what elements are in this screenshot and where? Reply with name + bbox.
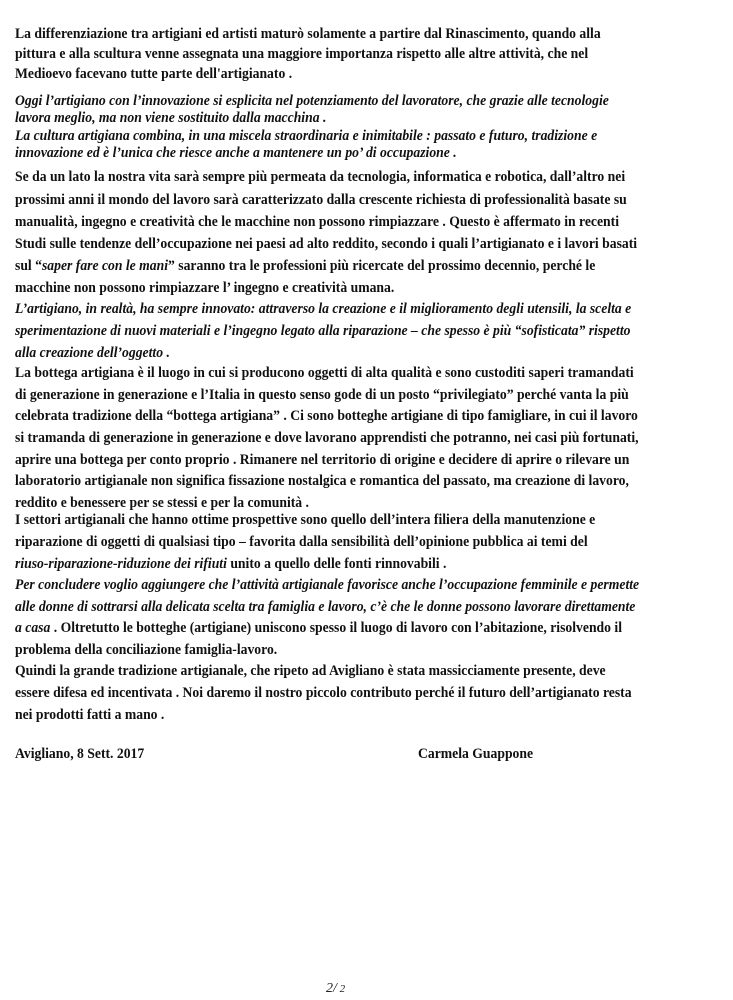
p2-line-1: Oggi l’artigiano con l’innovazione si esplicita nel potenziamento del lavoratore, che grazie alle tecnologie	[15, 92, 609, 109]
p5-line-3: celebrata tradizione della “bottega artigiana” . Ci sono botteghe artigiane di tipo famigliare, in cui il lavoro	[15, 407, 638, 424]
p2-line-4: innovazione ed è l’unica che riesce anche a mantenere un po’ di occupazione .	[15, 144, 457, 161]
p1-line-3: Medioevo facevano tutte parte dell'artigianato .	[15, 65, 293, 82]
p3-line-2: prossimi anni il mondo del lavoro sarà caratterizzato dalla crescente richiesta di professionalità basate su	[15, 191, 627, 208]
p1-line-1: La differenziazione tra artigiani ed artisti maturò solamente a partire dal Rinascimento, quando alla	[15, 25, 601, 42]
page-number-total: 2	[336, 983, 346, 995]
p6-line-3-after: unito a quello delle fonti rinnovabili .	[226, 555, 447, 572]
p3-line-5-before: sul “	[15, 257, 42, 274]
p5-line-4: si tramanda di generazione in generazione e dove lavorano apprendisti che potranno, nei casi più fortunati,	[15, 429, 639, 446]
p6-line-3-italic: riuso-riparazione-riduzione dei rifiuti	[15, 555, 227, 572]
p6-line-3	[15, 555, 446, 573]
p5-line-1: La bottega artigiana è il luogo in cui si producono oggetti di alta qualità e sono custoditi saperi tramandati	[15, 364, 634, 381]
p8-line-3: nei prodotti fatti a mano .	[15, 706, 165, 723]
page-number-current: 2/	[326, 981, 337, 996]
signature: Carmela Guappone	[418, 745, 534, 762]
p7-line-3-after: . Oltretutto le botteghe (artigiane) uniscono spesso il luogo di lavoro con l’abitazione, risolvendo il	[50, 619, 622, 636]
p3-line-5-after: ” saranno tra le professioni più ricercate del prossimo decennio, perché le	[168, 257, 596, 274]
p3-line-5-italic: saper fare con le mani	[41, 257, 169, 274]
p5-line-6: laboratorio artigianale non significa fissazione nostalgica e romantica del passato, ma creazione di lavoro,	[15, 472, 629, 489]
p7-line-2: alle donne di sottrarsi alla delicata scelta tra famiglia e lavoro, c’è che le donne possono lavorare direttamente	[15, 598, 636, 615]
p6-line-2: riparazione di oggetti di qualsiasi tipo – favorita dalla sensibilità dell’opinione pubblica ai temi del	[15, 533, 588, 550]
p5-line-7: reddito e benessere per se stessi e per la comunità .	[15, 494, 309, 511]
p4-line-1: L’artigiano, in realtà, ha sempre innovato: attraverso la creazione e il miglioramento degli utensili, la scelta e	[15, 300, 632, 317]
p6-line-1: I settori artigianali che hanno ottime prospettive sono quello dell’intera filiera della manutenzione e	[15, 511, 596, 528]
p7-line-3-italic: a casa	[15, 619, 51, 636]
p7-line-3	[15, 619, 622, 637]
p7-line-1: Per concludere voglio aggiungere che l’attività artigianale favorisce anche l’occupazione femminile e permette	[15, 576, 640, 593]
p8-line-2: essere difesa ed incentivata . Noi daremo il nostro piccolo contributo perché il futuro dell’artigianato resta	[15, 684, 632, 701]
page-number	[326, 981, 345, 997]
p3-line-4: Studi sulle tendenze dell’occupazione nei paesi ad alto reddito, secondo i quali l’artigianato e i lavori basati	[15, 235, 638, 252]
p4-line-2: sperimentazione di nuovi materiali e l’ingegno legato alla riparazione – che spesso è più “sofisticata” rispetto	[15, 322, 631, 339]
p3-line-1: Se da un lato la nostra vita sarà sempre più permeata da tecnologia, informatica e robotica, dall’altro nei	[15, 168, 626, 185]
p3-line-3: manualità, ingegno e creatività che le macchine non possono rimpiazzare . Questo è affermato in recenti	[15, 213, 619, 230]
p3-line-5	[15, 257, 595, 275]
p2-line-2: lavora meglio, ma non viene sostituito dalla macchina .	[15, 109, 327, 126]
p3-line-6: macchine non possono rimpiazzare l’ ingegno e creatività umana.	[15, 279, 395, 296]
p2-line-3: La cultura artigiana combina, in una miscela straordinaria e inimitabile : passato e futuro, tradizione e	[15, 127, 598, 144]
p8-line-1: Quindi la grande tradizione artigianale, che ripeto ad Avigliano è stata massicciamente presente, deve	[15, 662, 606, 679]
p5-line-2: di generazione in generazione e l’Italia in questo senso gode di un posto “privilegiato” perché vanta la più	[15, 386, 629, 403]
place-date: Avigliano, 8 Sett. 2017	[15, 745, 145, 762]
p1-line-2: pittura e alla scultura venne assegnata una maggiore importanza rispetto alle altre attività, che nel	[15, 45, 589, 62]
p7-line-4: problema della conciliazione famiglia-lavoro.	[15, 641, 278, 658]
p5-line-5: aprire una bottega per conto proprio . Rimanere nel territorio di origine e decidere di aprire o rilevare un	[15, 451, 630, 468]
p4-line-3: alla creazione dell’oggetto .	[15, 344, 170, 361]
